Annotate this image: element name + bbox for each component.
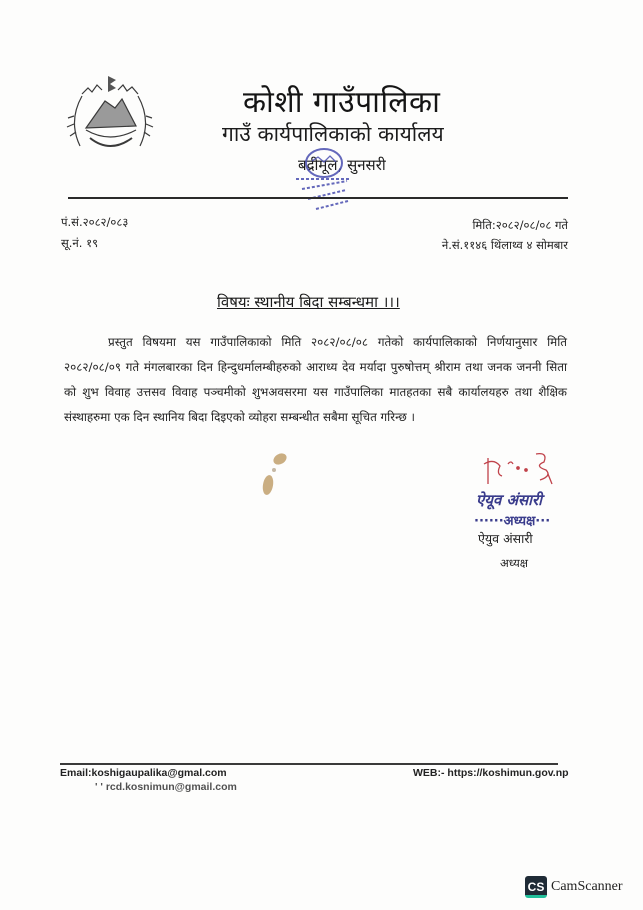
letter-date-ns: ने.सं.११४६ थिंलाथ्व ४ सोमबार <box>441 238 568 252</box>
camscanner-label: CamScanner <box>551 879 623 894</box>
nepal-emblem-icon <box>60 66 160 166</box>
office-name: गाउँ कार्यपालिकाको कार्यालय <box>222 122 444 146</box>
camscanner-logo-icon: CS <box>525 876 547 898</box>
dispatch-number: सू.नं. १९ <box>61 236 99 250</box>
office-location: बद्रीमूल, सुनसरी <box>298 156 386 174</box>
handwritten-signature <box>482 448 562 488</box>
org-name: कोशी गाउँपालिका <box>243 85 441 120</box>
office-seal-stamp <box>282 145 367 215</box>
footer-website: WEB:- https://koshimun.gov.np <box>413 767 569 779</box>
letter-date-bs: मिति:२०८२/०८/०८ गते <box>472 218 568 232</box>
footer-email-secondary: ' ' rcd.kosnimun@gmail.com <box>95 781 237 793</box>
paper-stain <box>258 445 308 505</box>
letter-subject: विषयः स्थानीय बिदा सम्बन्धमा ।।। <box>217 293 400 311</box>
signature-stamp-title: ······अध्यक्ष··· <box>474 514 551 529</box>
letter-number: पं.सं.२०८२/०८३ <box>61 215 129 229</box>
signatory-name: ऐयुव अंसारी <box>478 531 533 546</box>
letter-body: प्रस्तुत विषयमा यस गाउँपालिकाको मिति २०८२/०८/०८ गतेको कार्यपालिकाको निर्णयानुसार मिति २०८२/०८/०९ गते मंगलबारका दिन हिन्दुधर्मालम्बीहरुको आराध्य देव मर्यादा पुरुषोत्तम् श्रीराम तथा जनक जननी सिता को शुभ विवाह उत्तसव विवाह पञ्चमीको शुभअवसरमा यस गाउँपालिका मातहतका सबै कार्यालयहरु तथा शैक्षिक संस्थाहरुमा एक दिन स्थानिय बिदा दिइएको व्योहरा सम्बन्धीत सबैमा सूचित गरिन्छ । <box>64 335 567 424</box>
signatory-title: अध्यक्ष <box>500 556 529 570</box>
footer-divider <box>60 763 558 765</box>
signature-stamp-name: ऐयूव अंसारी <box>476 491 543 509</box>
header-divider <box>68 197 568 199</box>
footer-email: Email:koshigaupalika@gmal.com <box>60 767 227 779</box>
